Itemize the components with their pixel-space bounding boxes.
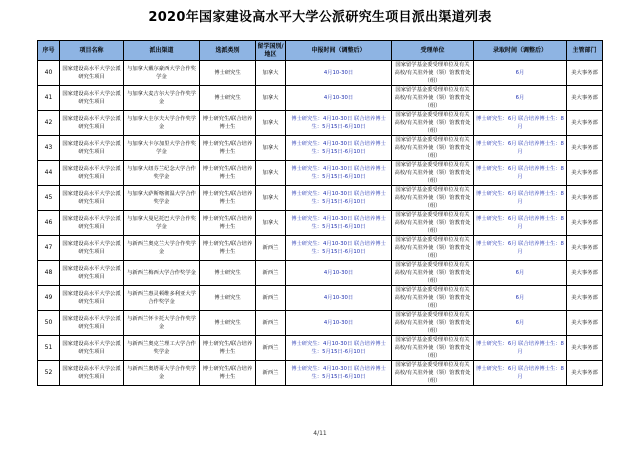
country-cell: 新西兰 [256, 261, 286, 286]
row-number-cell: 40 [38, 61, 60, 86]
selection-type-cell: 博士研究生/联合培养博士生 [200, 136, 256, 161]
department-cell: 美大事务部 [567, 211, 603, 236]
selection-type-cell: 博士研究生 [200, 86, 256, 111]
country-cell: 新西兰 [256, 336, 286, 361]
receiving-unit-cell: 国家留学基金委受理单位及有关高校/有关驻外使（领）馆教育处（组） [392, 361, 474, 386]
receiving-unit-cell: 国家留学基金委受理单位及有关高校/有关驻外使（领）馆教育处（组） [392, 61, 474, 86]
table-row [38, 111, 603, 136]
admit-time-cell: 博士研究生：6月 联合培养博士生：8月 [474, 186, 567, 211]
selection-type-cell: 博士研究生/联合培养博士生 [200, 236, 256, 261]
department-cell: 美大事务部 [567, 86, 603, 111]
channel-name-cell: 与新西兰奥克兰大学合作奖学金 [124, 236, 200, 261]
channel-name-cell: 与新西兰梅西大学合作奖学金 [124, 261, 200, 286]
project-name-cell: 国家建设高水平大学公派研究生项目 [60, 211, 124, 236]
channel-name-cell: 与加拿大卡尔加里大学合作奖学金 [124, 136, 200, 161]
country-cell: 加拿大 [256, 136, 286, 161]
selection-type-cell: 博士研究生/联合培养博士生 [200, 336, 256, 361]
apply-time-cell: 4月10-30日 [286, 286, 392, 311]
receiving-unit-cell: 国家留学基金委受理单位及有关高校/有关驻外使（领）馆教育处（组） [392, 211, 474, 236]
project-name-cell: 国家建设高水平大学公派研究生项目 [60, 136, 124, 161]
country-cell: 新西兰 [256, 311, 286, 336]
apply-time-cell: 博士研究生：4月10-30日 联合培养博士生：5月15日-6月10日 [286, 336, 392, 361]
country-cell: 新西兰 [256, 361, 286, 386]
receiving-unit-cell: 国家留学基金委受理单位及有关高校/有关驻外使（领）馆教育处（组） [392, 236, 474, 261]
channel-name-cell: 与新西兰奥克兰理工大学合作奖学金 [124, 336, 200, 361]
country-cell: 加拿大 [256, 86, 286, 111]
page-number: 4/11 [313, 430, 327, 437]
admit-time-cell: 6月 [474, 261, 567, 286]
country-cell: 加拿大 [256, 186, 286, 211]
channel-name-cell: 与加拿大曼尼托巴大学合作奖学金 [124, 211, 200, 236]
department-cell: 美大事务部 [567, 261, 603, 286]
department-cell: 美大事务部 [567, 236, 603, 261]
department-cell: 美大事务部 [567, 111, 603, 136]
header-admit-time: 录取时间（调整后） [474, 41, 567, 61]
table-row [38, 361, 603, 386]
header-type: 选派类别 [200, 41, 256, 61]
receiving-unit-cell: 国家留学基金委受理单位及有关高校/有关驻外使（领）馆教育处（组） [392, 111, 474, 136]
country-cell: 加拿大 [256, 61, 286, 86]
receiving-unit-cell: 国家留学基金委受理单位及有关高校/有关驻外使（领）馆教育处（组） [392, 136, 474, 161]
apply-time-cell: 4月10-30日 [286, 86, 392, 111]
channel-name-cell: 与新西兰奥塔哥大学合作奖学金 [124, 361, 200, 386]
admit-time-cell: 博士研究生：6月 联合培养博士生：8月 [474, 361, 567, 386]
receiving-unit-cell: 国家留学基金委受理单位及有关高校/有关驻外使（领）馆教育处（组） [392, 261, 474, 286]
project-name-cell: 国家建设高水平大学公派研究生项目 [60, 336, 124, 361]
admit-time-cell: 博士研究生：6月 联合培养博士生：8月 [474, 211, 567, 236]
selection-type-cell: 博士研究生 [200, 286, 256, 311]
channel-name-cell: 与加拿大萨斯喀彻温大学合作奖学金 [124, 186, 200, 211]
selection-type-cell: 博士研究生/联合培养博士生 [200, 111, 256, 136]
apply-time-cell: 博士研究生：4月10-30日 联合培养博士生：5月15日-6月10日 [286, 211, 392, 236]
apply-time-cell: 4月10-30日 [286, 61, 392, 86]
admit-time-cell: 博士研究生：6月 联合培养博士生：8月 [474, 161, 567, 186]
country-cell: 加拿大 [256, 161, 286, 186]
table-row [38, 136, 603, 161]
table-row [38, 186, 603, 211]
row-number-cell: 51 [38, 336, 60, 361]
project-name-cell: 国家建设高水平大学公派研究生项目 [60, 111, 124, 136]
apply-time-cell: 博士研究生：4月10-30日 联合培养博士生：5月15日-6月10日 [286, 111, 392, 136]
apply-time-cell: 4月10-30日 [286, 261, 392, 286]
admit-time-cell: 6月 [474, 61, 567, 86]
country-cell: 新西兰 [256, 236, 286, 261]
row-number-cell: 47 [38, 236, 60, 261]
row-number-cell: 44 [38, 161, 60, 186]
receiving-unit-cell: 国家留学基金委受理单位及有关高校/有关驻外使（领）馆教育处（组） [392, 311, 474, 336]
selection-type-cell: 博士研究生/联合培养博士生 [200, 161, 256, 186]
row-number-cell: 50 [38, 311, 60, 336]
selection-type-cell: 博士研究生 [200, 261, 256, 286]
table-row [38, 311, 603, 336]
admit-time-cell: 6月 [474, 86, 567, 111]
apply-time-cell: 博士研究生：4月10-30日 联合培养博士生：5月15日-6月10日 [286, 186, 392, 211]
project-name-cell: 国家建设高水平大学公派研究生项目 [60, 286, 124, 311]
row-number-cell: 52 [38, 361, 60, 386]
table-row [38, 236, 603, 261]
header-apply-time: 申报时间（调整后） [286, 41, 392, 61]
selection-type-cell: 博士研究生/联合培养博士生 [200, 186, 256, 211]
row-number-cell: 43 [38, 136, 60, 161]
table-row [38, 211, 603, 236]
department-cell: 美大事务部 [567, 336, 603, 361]
page-title: 2020年国家建设高水平大学公派研究生项目派出渠道列表 [148, 10, 492, 25]
selection-type-cell: 博士研究生 [200, 61, 256, 86]
header-country: 留学国别/地区 [256, 41, 286, 61]
project-name-cell: 国家建设高水平大学公派研究生项目 [60, 361, 124, 386]
row-number-cell: 49 [38, 286, 60, 311]
row-number-cell: 45 [38, 186, 60, 211]
table-header-row [38, 41, 603, 61]
table-row [38, 61, 603, 86]
channel-name-cell: 与加拿大纽芬兰纪念大学合作奖学金 [124, 161, 200, 186]
country-cell: 加拿大 [256, 111, 286, 136]
apply-time-cell: 博士研究生：4月10-30日 联合培养博士生：5月15日-6月10日 [286, 236, 392, 261]
row-number-cell: 46 [38, 211, 60, 236]
receiving-unit-cell: 国家留学基金委受理单位及有关高校/有关驻外使（领）馆教育处（组） [392, 186, 474, 211]
admit-time-cell: 博士研究生：6月 联合培养博士生：8月 [474, 136, 567, 161]
table-row [38, 261, 603, 286]
department-cell: 美大事务部 [567, 161, 603, 186]
project-name-cell: 国家建设高水平大学公派研究生项目 [60, 186, 124, 211]
apply-time-cell: 博士研究生：4月10-30日 联合培养博士生：5月15日-6月10日 [286, 136, 392, 161]
admit-time-cell: 博士研究生：6月 联合培养博士生：8月 [474, 336, 567, 361]
project-name-cell: 国家建设高水平大学公派研究生项目 [60, 86, 124, 111]
project-name-cell: 国家建设高水平大学公派研究生项目 [60, 161, 124, 186]
admit-time-cell: 博士研究生：6月 联合培养博士生：8月 [474, 111, 567, 136]
apply-time-cell: 博士研究生：4月10-30日 联合培养博士生：5月15日-6月10日 [286, 361, 392, 386]
project-name-cell: 国家建设高水平大学公派研究生项目 [60, 311, 124, 336]
table-row [38, 161, 603, 186]
header-dept: 主管部门 [567, 41, 603, 61]
apply-time-cell: 4月10-30日 [286, 311, 392, 336]
admit-time-cell: 6月 [474, 311, 567, 336]
receiving-unit-cell: 国家留学基金委受理单位及有关高校/有关驻外使（领）馆教育处（组） [392, 336, 474, 361]
department-cell: 美大事务部 [567, 136, 603, 161]
apply-time-cell: 博士研究生：4月10-30日 联合培养博士生：5月15日-6月10日 [286, 161, 392, 186]
header-project: 项目名称 [60, 41, 124, 61]
admit-time-cell: 6月 [474, 286, 567, 311]
department-cell: 美大事务部 [567, 186, 603, 211]
project-name-cell: 国家建设高水平大学公派研究生项目 [60, 236, 124, 261]
header-no: 序号 [38, 41, 60, 61]
header-unit: 受理单位 [392, 41, 474, 61]
row-number-cell: 48 [38, 261, 60, 286]
row-number-cell: 41 [38, 86, 60, 111]
country-cell: 新西兰 [256, 286, 286, 311]
receiving-unit-cell: 国家留学基金委受理单位及有关高校/有关驻外使（领）馆教育处（组） [392, 86, 474, 111]
admit-time-cell: 博士研究生：6月 联合培养博士生：8月 [474, 236, 567, 261]
table-row [38, 286, 603, 311]
receiving-unit-cell: 国家留学基金委受理单位及有关高校/有关驻外使（领）馆教育处（组） [392, 286, 474, 311]
row-number-cell: 42 [38, 111, 60, 136]
department-cell: 美大事务部 [567, 361, 603, 386]
channel-name-cell: 与加拿大戴尔豪西大学合作奖学金 [124, 61, 200, 86]
header-channel: 派出渠道 [124, 41, 200, 61]
department-cell: 美大事务部 [567, 311, 603, 336]
project-name-cell: 国家建设高水平大学公派研究生项目 [60, 261, 124, 286]
receiving-unit-cell: 国家留学基金委受理单位及有关高校/有关驻外使（领）馆教育处（组） [392, 161, 474, 186]
selection-type-cell: 博士研究生/联合培养博士生 [200, 211, 256, 236]
country-cell: 加拿大 [256, 211, 286, 236]
selection-type-cell: 博士研究生 [200, 311, 256, 336]
department-cell: 美大事务部 [567, 61, 603, 86]
channel-name-cell: 与加拿大圭尔夫大学合作奖学金 [124, 111, 200, 136]
department-cell: 美大事务部 [567, 286, 603, 311]
channel-name-cell: 与新西兰怀卡托大学合作奖学金 [124, 311, 200, 336]
table-row [38, 86, 603, 111]
table-row [38, 336, 603, 361]
project-name-cell: 国家建设高水平大学公派研究生项目 [60, 61, 124, 86]
selection-type-cell: 博士研究生/联合培养博士生 [200, 361, 256, 386]
channel-table [37, 40, 603, 386]
channel-name-cell: 与新西兰惠灵顿维多利亚大学合作奖学金 [124, 286, 200, 311]
channel-name-cell: 与加拿大麦吉尔大学合作奖学金 [124, 86, 200, 111]
